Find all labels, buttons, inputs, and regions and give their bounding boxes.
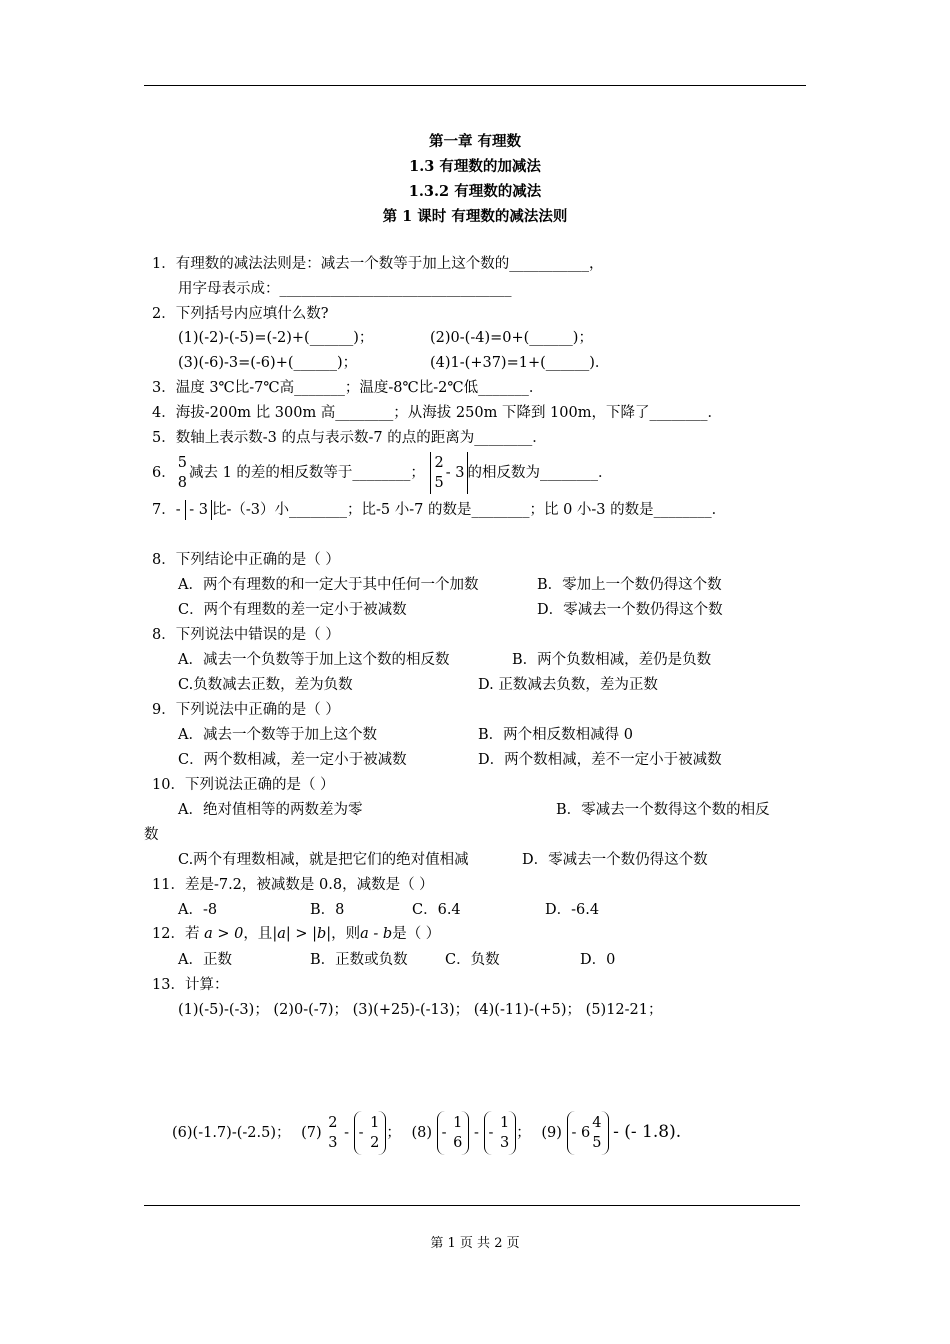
q13-item8-minus: - xyxy=(474,1125,479,1141)
q11: 11．差是-7.2，被减数是 0.8，减数是（ ） xyxy=(152,877,434,893)
q8b-option-a: A．减去一个负数等于加上这个数的相反数 xyxy=(178,652,450,668)
footer-rule xyxy=(144,1205,800,1206)
page-footer: 第 1 页 共 2 页 xyxy=(430,1236,520,1251)
q13-item7-minus: - xyxy=(344,1125,350,1141)
q13-item9-rest: - (- 1.8). xyxy=(613,1122,682,1142)
q8b-option-c: C.负数减去正数，差为负数 xyxy=(178,677,353,693)
q6 xyxy=(152,452,613,494)
q6-minus3: - 3 xyxy=(445,465,465,481)
chapter-title: 第一章 有理数 xyxy=(428,133,522,150)
q1-line2: 用字母表示成：________________________________ xyxy=(178,281,512,297)
q11-option-c: C．6.4 xyxy=(412,902,461,918)
q6-fraction-2-5 xyxy=(435,453,444,493)
q7 xyxy=(152,500,726,520)
q2-item3: (3)(-6)-3=(-6)+(______)； xyxy=(178,355,358,371)
q8b: 8．下列说法中错误的是（ ） xyxy=(152,627,340,643)
q13-item7-frac-2-3: 2 3 xyxy=(328,1115,338,1151)
q1-line1: 1．有理数的减法法则是：减去一个数等于加上这个数的___________， xyxy=(152,256,604,272)
q8a-option-d: D．零减去一个数仍得这个数 xyxy=(537,602,723,618)
q11-option-b: B．8 xyxy=(310,902,345,918)
q10-option-b: B．零减去一个数得这个数的相反 xyxy=(556,802,770,818)
q5: 5．数轴上表示数-3 的点与表示数-7 的点的距离为________． xyxy=(152,430,547,446)
q13-item9-label: (9) xyxy=(541,1125,562,1141)
q13-item8-label: (8) xyxy=(411,1125,433,1141)
q8a: 8．下列结论中正确的是（ ） xyxy=(152,552,340,568)
q8a-option-c: C．两个有理数的差一定小于被减数 xyxy=(178,602,407,618)
q12-option-a: A．正数 xyxy=(178,952,232,968)
q9-option-b: B．两个相反数相减得 0 xyxy=(478,727,633,743)
q2-item4: (4)1-(+37)=1+(______)． xyxy=(430,355,610,371)
q13: 13．计算： xyxy=(152,977,229,993)
q12-cond-a-positive: a > 0 xyxy=(204,926,244,942)
q6-middle: 减去 1 的差的相反数等于________； xyxy=(188,465,425,481)
q6-f1-den: 8 xyxy=(177,475,187,491)
q12 xyxy=(152,924,440,944)
q10-option-b-cont: 数 xyxy=(144,827,159,843)
q6-f1-num: 5 xyxy=(177,455,187,471)
q13-item7-paren: - 1 2 xyxy=(354,1111,387,1155)
q12-cond-abs: |a| > |b| xyxy=(272,926,332,942)
q4: 4．海拔-200m 比 300m 高________；从海拔 250m 下降到 100m，下降了________． xyxy=(152,405,722,421)
q2-item1: (1)(-2)-(-5)=(-2)+(______)； xyxy=(178,330,374,346)
q13-item8-paren2: - 1 3 xyxy=(484,1111,517,1155)
lesson-title: 第 1 课时 有理数的减法法则 xyxy=(382,208,568,225)
q12-option-b: B．正数或负数 xyxy=(310,952,408,968)
q6-f2-den: 5 xyxy=(434,475,444,491)
q8a-option-b: B．零加上一个数仍得这个数 xyxy=(537,577,722,593)
q13-item9-paren: - 6 4 5 xyxy=(567,1111,609,1155)
q13-row2: (6)(-1.7)-(-2.5)； (7) 2 3 - - 1 2 ； (8) - 1 6 - - 1 3 ； (9) - 6 4 5 - (- 1.8). xyxy=(172,1110,681,1155)
q6-suffix: 的相反数为________． xyxy=(467,465,613,481)
subsection-title: 1.3.2 有理数的减法 xyxy=(408,183,542,200)
q12-option-c: C．负数 xyxy=(445,952,500,968)
q7-suffix: 比-（-3）小________；比-5 小-7 的数是________；比 0 小-3 的数是________． xyxy=(211,502,727,518)
q8b-option-b: B．两个负数相减，差仍是负数 xyxy=(512,652,712,668)
q9-option-a: A．减去一个数等于加上这个数 xyxy=(178,727,377,743)
q6-f2-num: 2 xyxy=(434,455,444,471)
q9-option-d: D．两个数相减，差不一定小于被减数 xyxy=(478,752,722,768)
q12-suffix: 是（ ） xyxy=(392,926,441,942)
q12-expr: a - b xyxy=(360,926,393,942)
q13-item8-paren1: - 1 6 xyxy=(437,1111,470,1155)
q2: 2．下列括号内应填什么数? xyxy=(152,306,329,322)
q11-option-d: D．-6.4 xyxy=(545,902,600,918)
q7-abs: - 3 xyxy=(185,500,212,520)
q11-option-a: A．-8 xyxy=(178,902,218,918)
q12-mid: ，且 xyxy=(243,926,273,942)
header-rule xyxy=(144,85,806,86)
q13-row1: (1)(-5)-(-3)； (2)0-(-7)； (3)(+25)-(-13)； (4)(-11)-(+5)； (5)12-21； xyxy=(178,1002,663,1018)
q6-fraction-5-8 xyxy=(178,453,187,493)
q3: 3．温度 3℃比-7℃高_______；温度-8℃比-2℃低_______． xyxy=(152,380,544,396)
q8b-option-d: D. 正数减去负数，差为正数 xyxy=(478,677,658,693)
q13-item7-label: (7) xyxy=(301,1125,322,1141)
q10-option-c: C.两个有理数相减，就是把它们的绝对值相减 xyxy=(178,852,469,868)
q7-prefix: 7．- xyxy=(152,502,186,518)
q10: 10．下列说法正确的是（ ） xyxy=(152,777,335,793)
q2-item2: (2)0-(-4)=0+(______)； xyxy=(430,330,593,346)
q8a-option-a: A．两个有理数的和一定大于其中任何一个加数 xyxy=(178,577,479,593)
q6-prefix: 6． xyxy=(152,465,176,481)
q9-option-c: C．两个数相减，差一定小于被减数 xyxy=(178,752,407,768)
q9: 9．下列说法中正确的是（ ） xyxy=(152,702,340,718)
q12-mid2: ，则 xyxy=(331,926,361,942)
section-title: 1.3 有理数的加减法 xyxy=(409,158,541,175)
q12-option-d: D．0 xyxy=(580,952,616,968)
q10-option-a: A．绝对值相等的两数差为零 xyxy=(178,802,363,818)
q6-abs-expression xyxy=(430,452,468,494)
q13-item6: (6)(-1.7)-(-2.5)； xyxy=(172,1125,291,1141)
q10-option-d: D．零减去一个数仍得这个数 xyxy=(522,852,708,868)
q12-prefix: 12．若 xyxy=(152,926,205,942)
